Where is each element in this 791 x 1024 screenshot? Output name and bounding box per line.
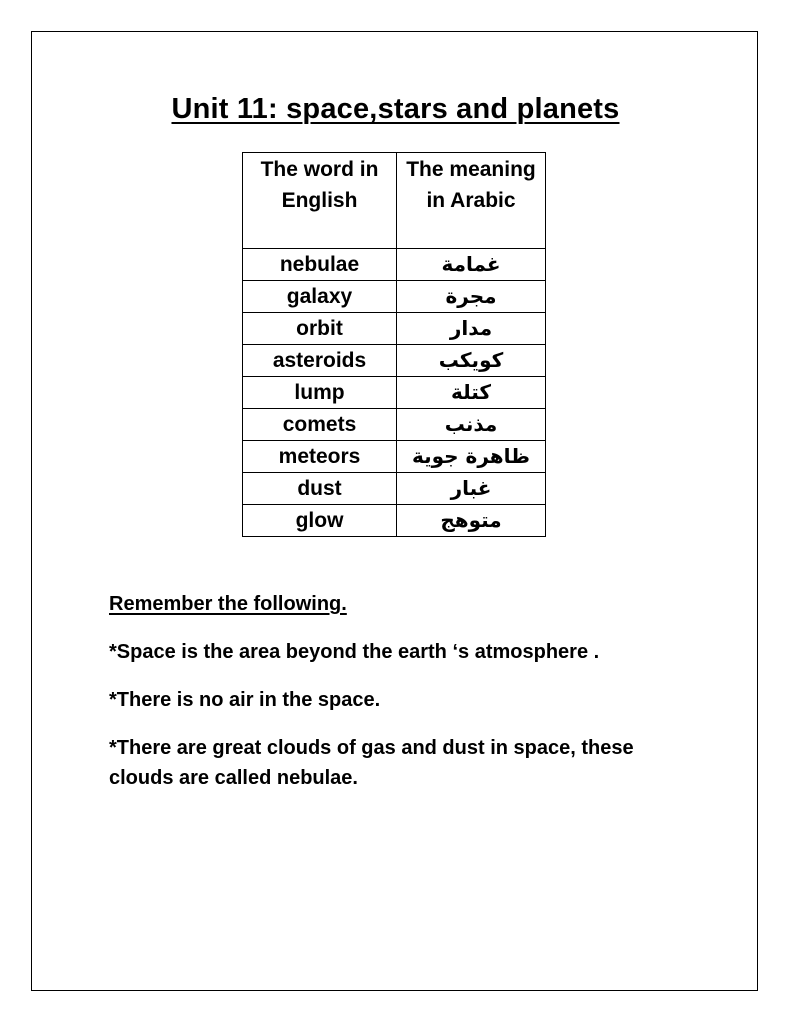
english-word-cell: orbit [243, 313, 397, 345]
table-row [243, 377, 546, 409]
english-word-cell: meteors [243, 441, 397, 473]
table-row [243, 313, 546, 345]
table-row [243, 345, 546, 377]
arabic-meaning-cell: كويكب [397, 345, 546, 377]
english-word-cell: glow [243, 505, 397, 537]
english-word-cell: comets [243, 409, 397, 441]
note-item: *There are great clouds of gas and dust in space, these clouds are called nebulae. [109, 737, 634, 789]
vocabulary-table [242, 152, 546, 537]
table-row [243, 505, 546, 537]
table-row [243, 441, 546, 473]
english-word-cell: asteroids [243, 345, 397, 377]
table-row [243, 473, 546, 505]
notes-section [109, 589, 729, 811]
arabic-meaning-cell: مجرة [397, 281, 546, 313]
page-title: Unit 11: space,stars and planets [171, 93, 620, 125]
arabic-meaning-cell: غبار [397, 473, 546, 505]
note-item: *Space is the area beyond the earth ‘s atmosphere . [109, 641, 600, 663]
table-row [243, 249, 546, 281]
arabic-meaning-cell: غمامة [397, 249, 546, 281]
header-english: The word in English [243, 153, 397, 249]
table-header-row [243, 153, 546, 249]
notes-heading: Remember the following. [109, 593, 347, 615]
note-item: *There is no air in the space. [109, 689, 381, 711]
arabic-meaning-cell: متوهج [397, 505, 546, 537]
arabic-meaning-cell: مدار [397, 313, 546, 345]
english-word-cell: nebulae [243, 249, 397, 281]
english-word-cell: galaxy [243, 281, 397, 313]
arabic-meaning-cell: ظاهرة جوية [397, 441, 546, 473]
table-row [243, 281, 546, 313]
header-arabic: The meaning in Arabic [397, 153, 546, 249]
arabic-meaning-cell: كتلة [397, 377, 546, 409]
english-word-cell: lump [243, 377, 397, 409]
table-row [243, 409, 546, 441]
arabic-meaning-cell: مذنب [397, 409, 546, 441]
english-word-cell: dust [243, 473, 397, 505]
